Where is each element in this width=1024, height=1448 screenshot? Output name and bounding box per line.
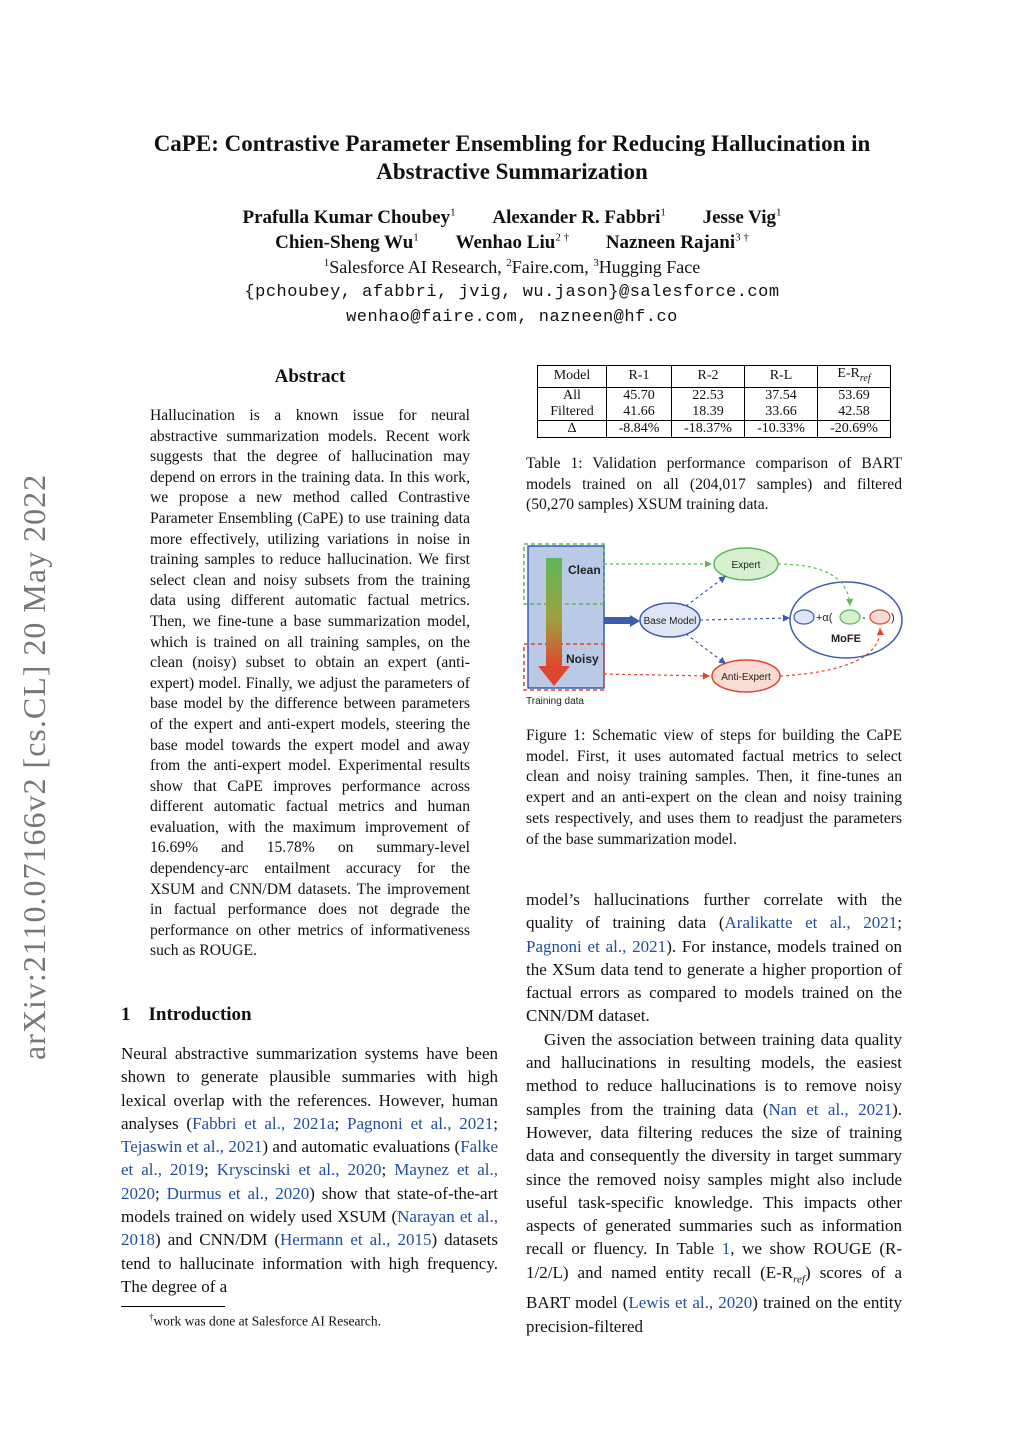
authors-line-2 (100, 232, 924, 254)
base-to-anti-expert-arrow (686, 634, 726, 664)
citation-link[interactable]: Lewis et al., 2020 (628, 1293, 753, 1313)
minus-label: - (862, 612, 866, 624)
paper-title: CaPE: Contrastive Parameter Ensembling for Reducing Hallucination in Abstractive Summarization (153, 131, 871, 184)
citation-link[interactable]: Kryscinski et al., 2020 (216, 1160, 382, 1180)
mofe-expert-slot (840, 610, 860, 624)
author: Wenhao Liu$^{2 \dagger}$ (455, 232, 570, 254)
table-cell: 53.69 (818, 387, 891, 404)
table-header: R-2 (672, 366, 745, 388)
right-paragraph-2 (526, 1028, 902, 1338)
training-data-label: Training data (526, 696, 584, 707)
base-to-mofe-arrow (700, 618, 790, 620)
base-to-expert-arrow (686, 576, 726, 606)
text-run: ) and CNN/DM ( (155, 1230, 281, 1250)
abstract-text: Hallucination is a known issue for neural abstractive summarization models. Recent work suggests that the degree of hallucination may depend on errors in the training data. In this work, we propose a new method called Contrastive Parameter Ensembling (CaPE) to use training data more effectively, utilizing variations in noise in training samples to reduce hallucination. We first select clean and noisy subsets from the training data using different automatic factual metrics. Then, we fine-tune a base summarization model, which is trained on all training samples, on the clean (noisy) subset to obtain an expert (anti-expert) model. Finally, we adjust the parameters of base model by the difference between parameters of the expert and anti-expert models, steering the base model towards the expert model and away from the anti-expert model. Experimental results show that CaPE improves performance across different automatic factual metrics and human evaluation, with the maximum improvement of 16.69% and 15.78% on summary-level dependency-arc entailment accuracy for the XSUM and CNN/DM datasets. The improvement in factual performance does not degrade the performance on other metrics of informativeness such as ROUGE. (150, 407, 470, 960)
table-cell: 41.66 (607, 404, 672, 421)
text-run: ). For instance, models trained on the XSum data tend to generate a higher proportion of factual errors as compared to models trained on the CNN/DM dataset. (526, 936, 903, 1026)
table-cell: 22.53 (672, 387, 745, 404)
text-run: ; (334, 1113, 348, 1133)
text-run: ; (381, 1160, 395, 1180)
text-run: Neural abstractive summarization systems have been shown to generate plausible summaries with high lexical overlap with the references. However, human analyses ( (121, 1044, 498, 1133)
figure-caption: Figure 1: Schematic view of steps for building the CaPE model. First, it uses automated factual metrics to select clean and noisy training samples. Then, it fine-tunes an expert and an anti-expert on the clean and noisy training sets respectively, and uses them to readjust the parameters of the base summarization model. (526, 727, 902, 848)
table-header: $E-R_{ref}$ (818, 366, 891, 388)
abstract-heading: Abstract (274, 366, 346, 387)
citation-link[interactable]: Aralikatte et al., 2021 (724, 913, 898, 933)
table-cell: Filtered (538, 404, 607, 421)
text-run: ) and automatic evaluations ( (262, 1137, 461, 1157)
citation-link[interactable]: Nan et al., 2021 (768, 1099, 893, 1119)
table-header: Model (538, 366, 607, 388)
text-run: model’s hallucinations further correlate with the quality of training data ( (526, 890, 902, 933)
table-caption: Table 1: Validation performance comparison of BART models trained on all (204,017 samples) and filtered (50,270 samples) XSUM training data. (526, 455, 902, 514)
noisy-to-anti-expert-arrow (604, 674, 710, 676)
noisy-label: Noisy (566, 652, 599, 666)
citation-link[interactable]: Tejaswin et al., 2021 (121, 1137, 263, 1157)
subscript: ref (793, 1273, 805, 1286)
table-cell: -8.84% (607, 420, 672, 437)
results-table-wrapper (537, 365, 891, 438)
author: Prafulla Kumar Choubey$^1$ (242, 207, 456, 229)
table-cell: All (538, 387, 607, 404)
text-run: ) scores of a BART model ( (526, 1262, 902, 1313)
table-cell: Δ (538, 420, 607, 437)
table-header: R-L (745, 366, 818, 388)
table-cell: -20.69% (818, 420, 891, 437)
introduction-paragraph (121, 1042, 498, 1298)
text-run: ; (204, 1160, 217, 1180)
author: Jesse Vig$^1$ (702, 207, 782, 229)
text-run: ; (493, 1113, 498, 1133)
right-paragraph-1 (526, 888, 902, 1028)
table-row (538, 387, 891, 404)
arxiv-identifier: arXiv:2110.07166v2 [cs.CL] 20 May 2022 (16, 473, 52, 1060)
table-cell: 45.70 (607, 387, 672, 404)
expert-label: Expert (731, 560, 761, 571)
plus-alpha-label: +α( (816, 612, 833, 624)
text-run: ; (155, 1183, 167, 1203)
gradient-arrow-shaft (546, 558, 562, 668)
table-cell: 33.66 (745, 404, 818, 421)
text-run: ) trained on the entity precision-filtered (526, 1293, 903, 1336)
citation-link[interactable]: Pagnoni et al., 2021 (347, 1113, 494, 1133)
citation-link[interactable]: Pagnoni et al., 2021 (526, 936, 667, 956)
text-run: ; (897, 913, 902, 933)
text-run: ) show that state-of-the-art models trained on widely used XSUM ( (121, 1183, 498, 1227)
author: Chien-Sheng Wu$^1$ (275, 232, 419, 254)
footnote-rule (121, 1306, 225, 1307)
table-row (538, 420, 891, 437)
text-run: , we show ROUGE (R-1/2/L) and named entity recall (E-R (526, 1239, 902, 1282)
mofe-label: MoFE (831, 633, 861, 645)
base-model-label: Base Model (643, 616, 697, 627)
text-run: ) datasets tend to hallucinate information with high frequency. The degree of a (121, 1230, 498, 1296)
authors-line-1 (100, 207, 924, 229)
table-cell: 18.39 (672, 404, 745, 421)
citation-link[interactable]: Maynez et al., 2020 (121, 1160, 499, 1203)
clean-label: Clean (568, 563, 601, 577)
mofe-base-slot (794, 610, 814, 624)
citation-link[interactable]: Hermann et al., 2015 (280, 1230, 432, 1250)
text-run: Given the association between training data quality and hallucinations in resulting models, the easiest method to reduce hallucinations is to remove noisy samples from the training data ( (526, 1029, 902, 1119)
table-cell: -18.37% (672, 420, 745, 437)
text-run: ). However, data filtering reduces the size of training data and consequently the diversity in target summary since the removed noisy samples might also include useful task-specific knowledge. This impacts other aspects of generated summaries such as information recall or fluency. In Table (526, 1099, 902, 1259)
anti-expert-label: Anti-Expert (721, 672, 771, 683)
results-table (537, 365, 891, 438)
right-column-body (526, 888, 902, 1338)
email-line-1: {pchoubey, afabbri, jvig, wu.jason}@salesforce.com (244, 283, 780, 302)
citation-link[interactable]: Fabbri et al., 2021a (192, 1113, 335, 1133)
citation-link[interactable]: Falke et al., 2019 (121, 1137, 498, 1180)
citation-link[interactable]: 1 (721, 1239, 731, 1259)
table-cell: 37.54 (745, 387, 818, 404)
affiliations: $^1$Salesforce AI Research, $^2$Faire.com, $^3$Hugging Face (323, 257, 701, 277)
table-cell: 42.58 (818, 404, 891, 421)
schematic-figure (522, 540, 906, 712)
citation-link[interactable]: Durmus et al., 2020 (166, 1183, 310, 1203)
author: Alexander R. Fabbri$^1$ (492, 207, 666, 229)
footnote: †work was done at Salesforce AI Research. (149, 1312, 382, 1329)
mofe-anti-expert-slot (870, 610, 890, 624)
section-heading-introduction: 1 Introduction (121, 1004, 252, 1025)
email-line-2: wenhao@faire.com, nazneen@hf.co (346, 308, 678, 327)
table-row (538, 404, 891, 421)
table-cell: -10.33% (745, 420, 818, 437)
close-paren-label: ) (891, 612, 895, 624)
citation-link[interactable]: Narayan et al., 2018 (121, 1207, 498, 1250)
table-header: R-1 (607, 366, 672, 388)
author: Nazneen Rajani$^{3 \dagger}$ (605, 232, 749, 254)
